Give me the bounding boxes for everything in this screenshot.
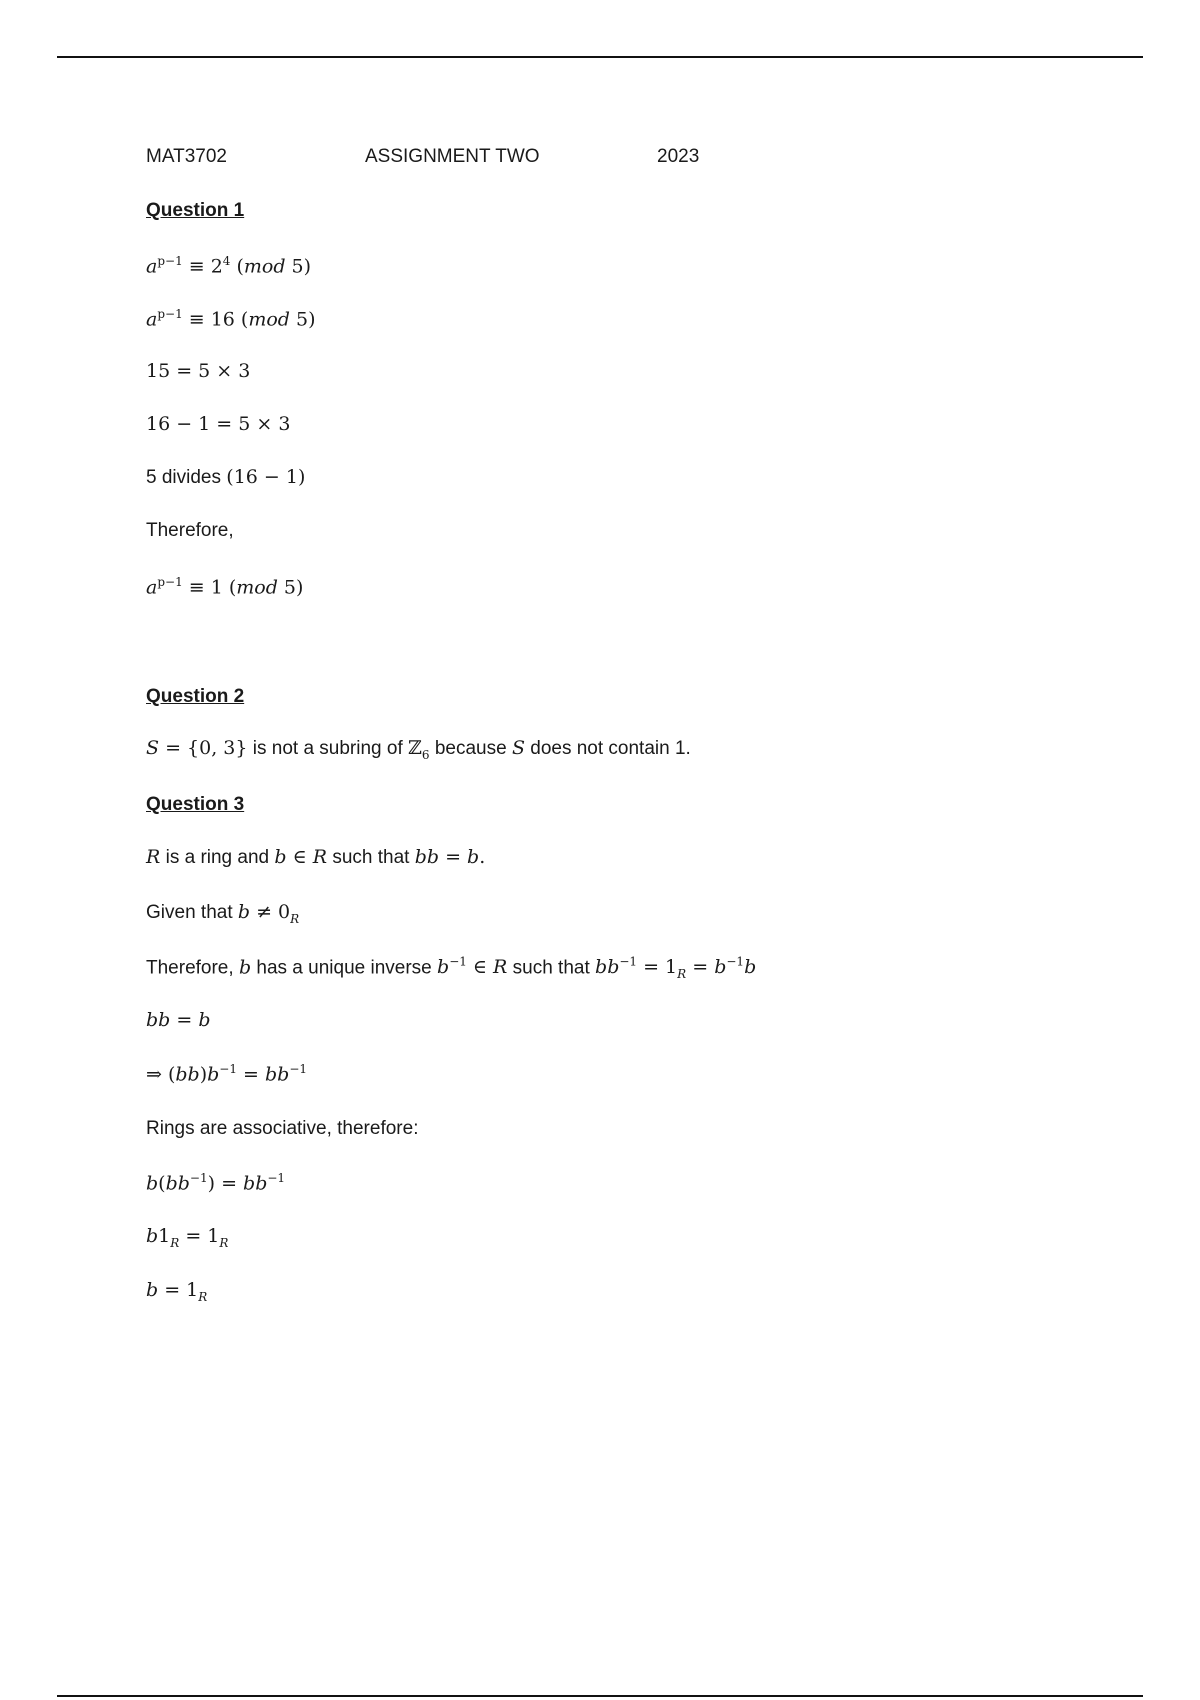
q1-therefore: Therefore,: [146, 520, 234, 541]
q1-eq3: 15 = 5 × 3: [146, 360, 251, 382]
q3-line1: R is a ring and b ∈ R such that bb = b.: [146, 846, 486, 868]
q3-heading: Question 3: [146, 794, 245, 815]
q3-inverse: Therefore, b has a unique inverse $b^{-1}$ ∈ R such that $bb^{-1} = 1_R = b^{-1}b$: [146, 955, 757, 982]
q3-given: Given that $b \ne 0_R$: [146, 901, 300, 926]
q1-eq1: $a^{p-1} \equiv 2^4$ (mod 5): [146, 254, 312, 278]
header-course-code: MAT3702: [146, 146, 227, 167]
q3-eq4: $b1_R = 1_R$: [146, 1225, 229, 1250]
q3-eq3: $b(bb^{-1}) = bb^{-1}$: [146, 1171, 286, 1195]
q1-eq4: 16 − 1 = 5 × 3: [146, 413, 291, 435]
header-year: 2023: [657, 146, 700, 167]
q2-statement: S = {0, 3} is not a subring of ℤ$_6$ because S does not contain 1.: [146, 737, 691, 762]
q2-heading: Question 2: [146, 686, 245, 707]
q1-heading: Question 1: [146, 200, 245, 221]
q1-eq2: $a^{p-1} \equiv 16$ (mod 5): [146, 307, 316, 331]
q3-assoc: Rings are associative, therefore:: [146, 1118, 419, 1139]
bottom-rule: [57, 1695, 1143, 1697]
top-rule: [57, 56, 1143, 58]
q1-eq5: $a^{p-1} \equiv 1$ (mod 5): [146, 575, 304, 599]
q3-eq2: ⇒ $(bb)b^{-1} = bb^{-1}$: [146, 1062, 308, 1086]
q1-divides-line: 5 divides (16 − 1): [146, 466, 306, 488]
q3-eq5: $b = 1_R$: [146, 1279, 208, 1304]
header-title: ASSIGNMENT TWO: [365, 146, 540, 167]
q3-eq1: bb = b: [146, 1009, 211, 1031]
